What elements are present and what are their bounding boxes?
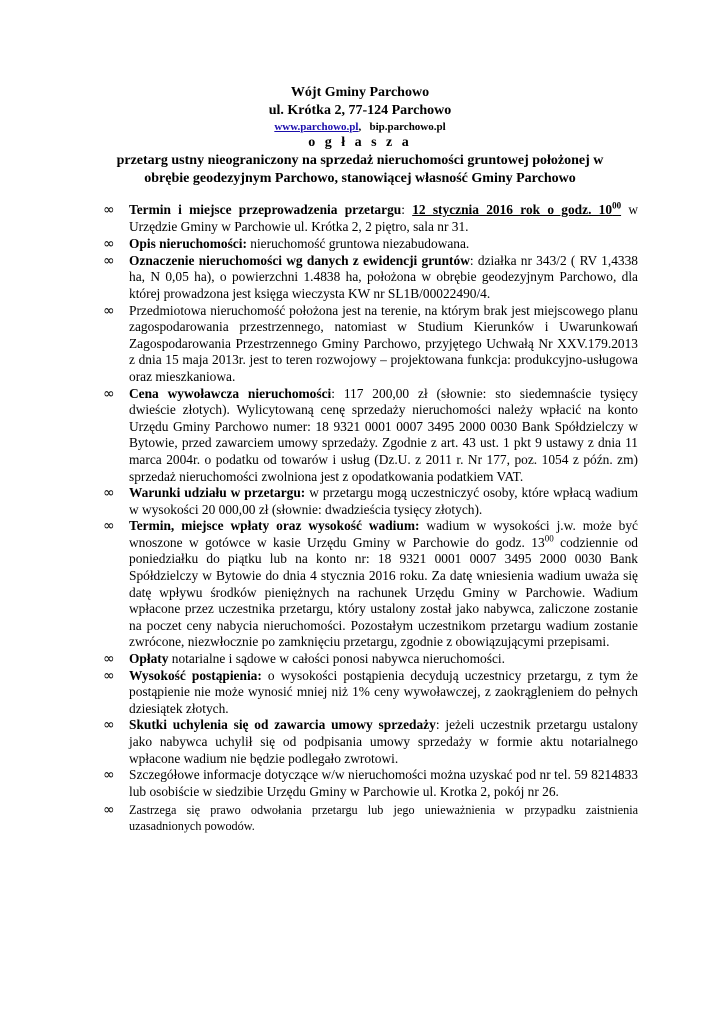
item-text-cont: codziennie od poniedziałku do piątku lub na konto nr: 18 9321 0001 0007 3495 2000 0030 Bank Spółdzielczy w Bytowie do dnia 4 stycznia 2016 roku. Za datę wniesienia wadium uważa się datę wpływu środków pieniężnych na rachunek Urzędu Gminy w Parchowie. Wadium wpłacone przez uczestnika przetargu, który ustalony został jako nabywca, zaliczone zostanie na poczet ceny nabycia nieruchomości. Pozostałym uczestnikom przetargu wadium zostanie zwrócone, niezwłocznie po zamknięciu przetargu, zgodnie z obowiązującymi przepisami. [129, 534, 638, 650]
website-links [100, 120, 620, 134]
announces-heading: o g ł a s z a [308, 135, 412, 150]
list-item-fees [103, 651, 638, 668]
infinity-bullet-icon: ∞ [103, 302, 115, 319]
item-text: wadium w wysokości j.w. może być wnoszone w gotówce w kasie Urzędu Gminy w Parchowie do godz. 13 [129, 518, 639, 550]
item-text: : działka nr 343/2 ( RV 1,4338 ha, N 0,05 ha), o powierzchni 1.4838 ha, położona w obrębie geodezyjnym Parchowo, dla której prowadzona jest księga wieczysta KW nr SL1B/00022490/4. [129, 252, 638, 301]
infinity-bullet-icon: ∞ [103, 485, 115, 502]
item-label: Termin i miejsce przeprowadzenia przetargu [129, 202, 402, 217]
website-link[interactable]: www.parchowo.pl [274, 121, 359, 133]
list-item-deposit: ∞ Termin, miejsce wpłaty oraz wysokość wadium: wadium w wysokości j.w. może być wnoszone w gotówce w kasie Urzędu Gminy w Parchowie do godz. $13^{00}$ codziennie od poniedziałku do piątku lub na konto nr: 18 9321 0001 0007 3495 2000 0030 Bank Spółdzielczy w Bytowie do dnia 4 stycznia 2016 roku. Za datę wniesienia wadium uważa się datę wpływu środków pieniężnych na rachunek Urzędu Gminy w Parchowie. Wadium wpłacone przez uczestnika przetargu, który ustalony został jako nabywca, zaliczone zostanie na poczet ceny nabycia nieruchomości. Pozostałym uczestnikom przetargu wadium zostanie zwrócone, niezwłocznie po zamknięciu przetargu, zgodnie z obowiązującymi przepisami. [103, 518, 639, 650]
list-item-zoning [103, 303, 638, 386]
infinity-bullet-icon: ∞ [103, 717, 115, 734]
item-text: Przedmiotowa nieruchomość położona jest na terenie, na którym brak jest miejscowego planu zagospodarowania przestrzennego, natomiast w Studium Kierunków i Uwarunkowań Zagospodarowania Przestrzennego Gminy Parchowo, przyjętego Uchwałą Nr XXV.179.2013 z dnia 15 maja 2013r. jest to teren rozwojowy – projektowana funkcja: produkcyjno-usługowa oraz mieszkaniowa. [129, 302, 638, 384]
item-text: Zastrzega się prawo odwołania przetargu lub jego unieważnienia w przypadku zaistnienia uzasadnionych powodów. [129, 803, 638, 834]
list-item-evasion [103, 717, 638, 767]
item-label: Oznaczenie nieruchomości wg danych z ewidencji gruntów [129, 252, 470, 268]
infinity-bullet-icon: ∞ [103, 385, 115, 402]
item-label: Wysokość postąpienia: [129, 667, 262, 683]
item-label: Warunki udziału w przetargu: [129, 485, 306, 501]
item-text: w przetargu mogą uczestniczyć osoby, które wpłacą wadium w wysokości 20 000,00 zł (słownie: dwadzieścia tysięcy złotych). [129, 485, 639, 517]
infinity-bullet-icon: ∞ [103, 518, 115, 535]
infinity-bullet-icon: ∞ [103, 667, 115, 684]
item-label: Opłaty [129, 651, 169, 667]
header [100, 84, 620, 188]
item-text: o wysokości postąpienia decydują uczestnicy przetargu, z tym że postąpienie nie może wynosić mniej niż 1% ceny wywoławczej, z zaokrągleniem do pełnych dziesiątek złotych. [129, 667, 638, 716]
item-text: nieruchomość gruntowa niezabudowana. [246, 236, 470, 252]
infinity-bullet-icon: ∞ [103, 252, 115, 269]
infinity-bullet-icon: ∞ [103, 202, 115, 218]
item-label: Skutki uchylenia się od zawarcia umowy sprzedaży [129, 717, 436, 733]
list-item-info [103, 767, 638, 800]
list-item-increment [103, 668, 638, 718]
link-separator: , [358, 121, 362, 133]
list-item-auction-date: ∞ Termin i miejsce przeprowadzenia przetargu: 12 stycznia 2016 rok o godz. $10^{00}$ w Urzędzie Gminy w Parchowie ul. Krótka 2, 2 piętro, sala nr 31. [103, 200, 638, 234]
auction-date: 12 stycznia 2016 rok o godz. $10^{00}$ [412, 200, 622, 217]
item-label: Opis nieruchomości: [129, 236, 247, 252]
item-text: notarialne i sądowe w całości ponosi nabywca nieruchomości. [168, 651, 505, 667]
office-title: Wójt Gminy Parchowo [290, 85, 430, 100]
item-label: Cena wywoławcza nieruchomości [129, 385, 332, 401]
item-text: : jeżeli uczestnik przetargu ustalony jako nabywca uchylił się od podpisania umowy sprzedaży w formie aktu notarialnego wpłacone wadium nie będzie podlegało zwrotowi. [129, 717, 638, 766]
list-item-description [103, 236, 638, 253]
infinity-bullet-icon: ∞ [103, 802, 115, 819]
conditions-list [103, 202, 638, 834]
list-item-designation [103, 253, 638, 303]
office-address: ul. Krótka 2, 77-124 Parchowo [268, 103, 452, 118]
item-text: w Urzędzie Gminy w Parchowie ul. Krótka 2, 2 piętro, sala nr 31. [129, 202, 638, 234]
infinity-bullet-icon: ∞ [103, 236, 115, 253]
list-item-conditions [103, 485, 638, 518]
list-item-reservation [103, 802, 638, 834]
announcement-subtitle: przetarg ustny nieograniczony na sprzedaż nieruchomości gruntowej położonej w obrębie geodezyjnym Parchowo, stanowiącej własność Gminy Parchowo [116, 153, 604, 186]
item-label: Termin, miejsce wpłaty oraz wysokość wadium: [129, 518, 420, 534]
item-text: Szczegółowe informacje dotyczące w/w nieruchomości można uzyskać pod nr tel. 59 8214833 lub osobiście w siedzibie Urzędu Gminy w Parchowie ul. Krotka 2, pokój nr 26. [129, 767, 638, 799]
infinity-bullet-icon: ∞ [103, 767, 115, 784]
list-item-starting-price [103, 386, 638, 486]
infinity-bullet-icon: ∞ [103, 651, 115, 668]
bip-link: bip.parchowo.pl [369, 121, 446, 133]
item-text: : 117 200,00 zł (słownie: sto siedemnaście tysięcy dwieście złotych). Wylicytowaną cenę sprzedaży nieruchomości należy wpłacić na konto Urzędu Gminy Parchowo numer: 18 9321 0001 0007 3495 2000 0030 Bank Spółdzielczy w Bytowie, przed zawarciem umowy sprzedaży. Zgodnie z art. 43 ust. 1 pkt 9 ustawy z dnia 11 marca 2004r. o podatku od towarów i usług (Dz.U. z 2011 r. Nr 177, poz. 1054 z późn. zm) sprzedaż nieruchomości zwolniona jest z opodatkowania podatkiem VAT. [129, 385, 638, 484]
